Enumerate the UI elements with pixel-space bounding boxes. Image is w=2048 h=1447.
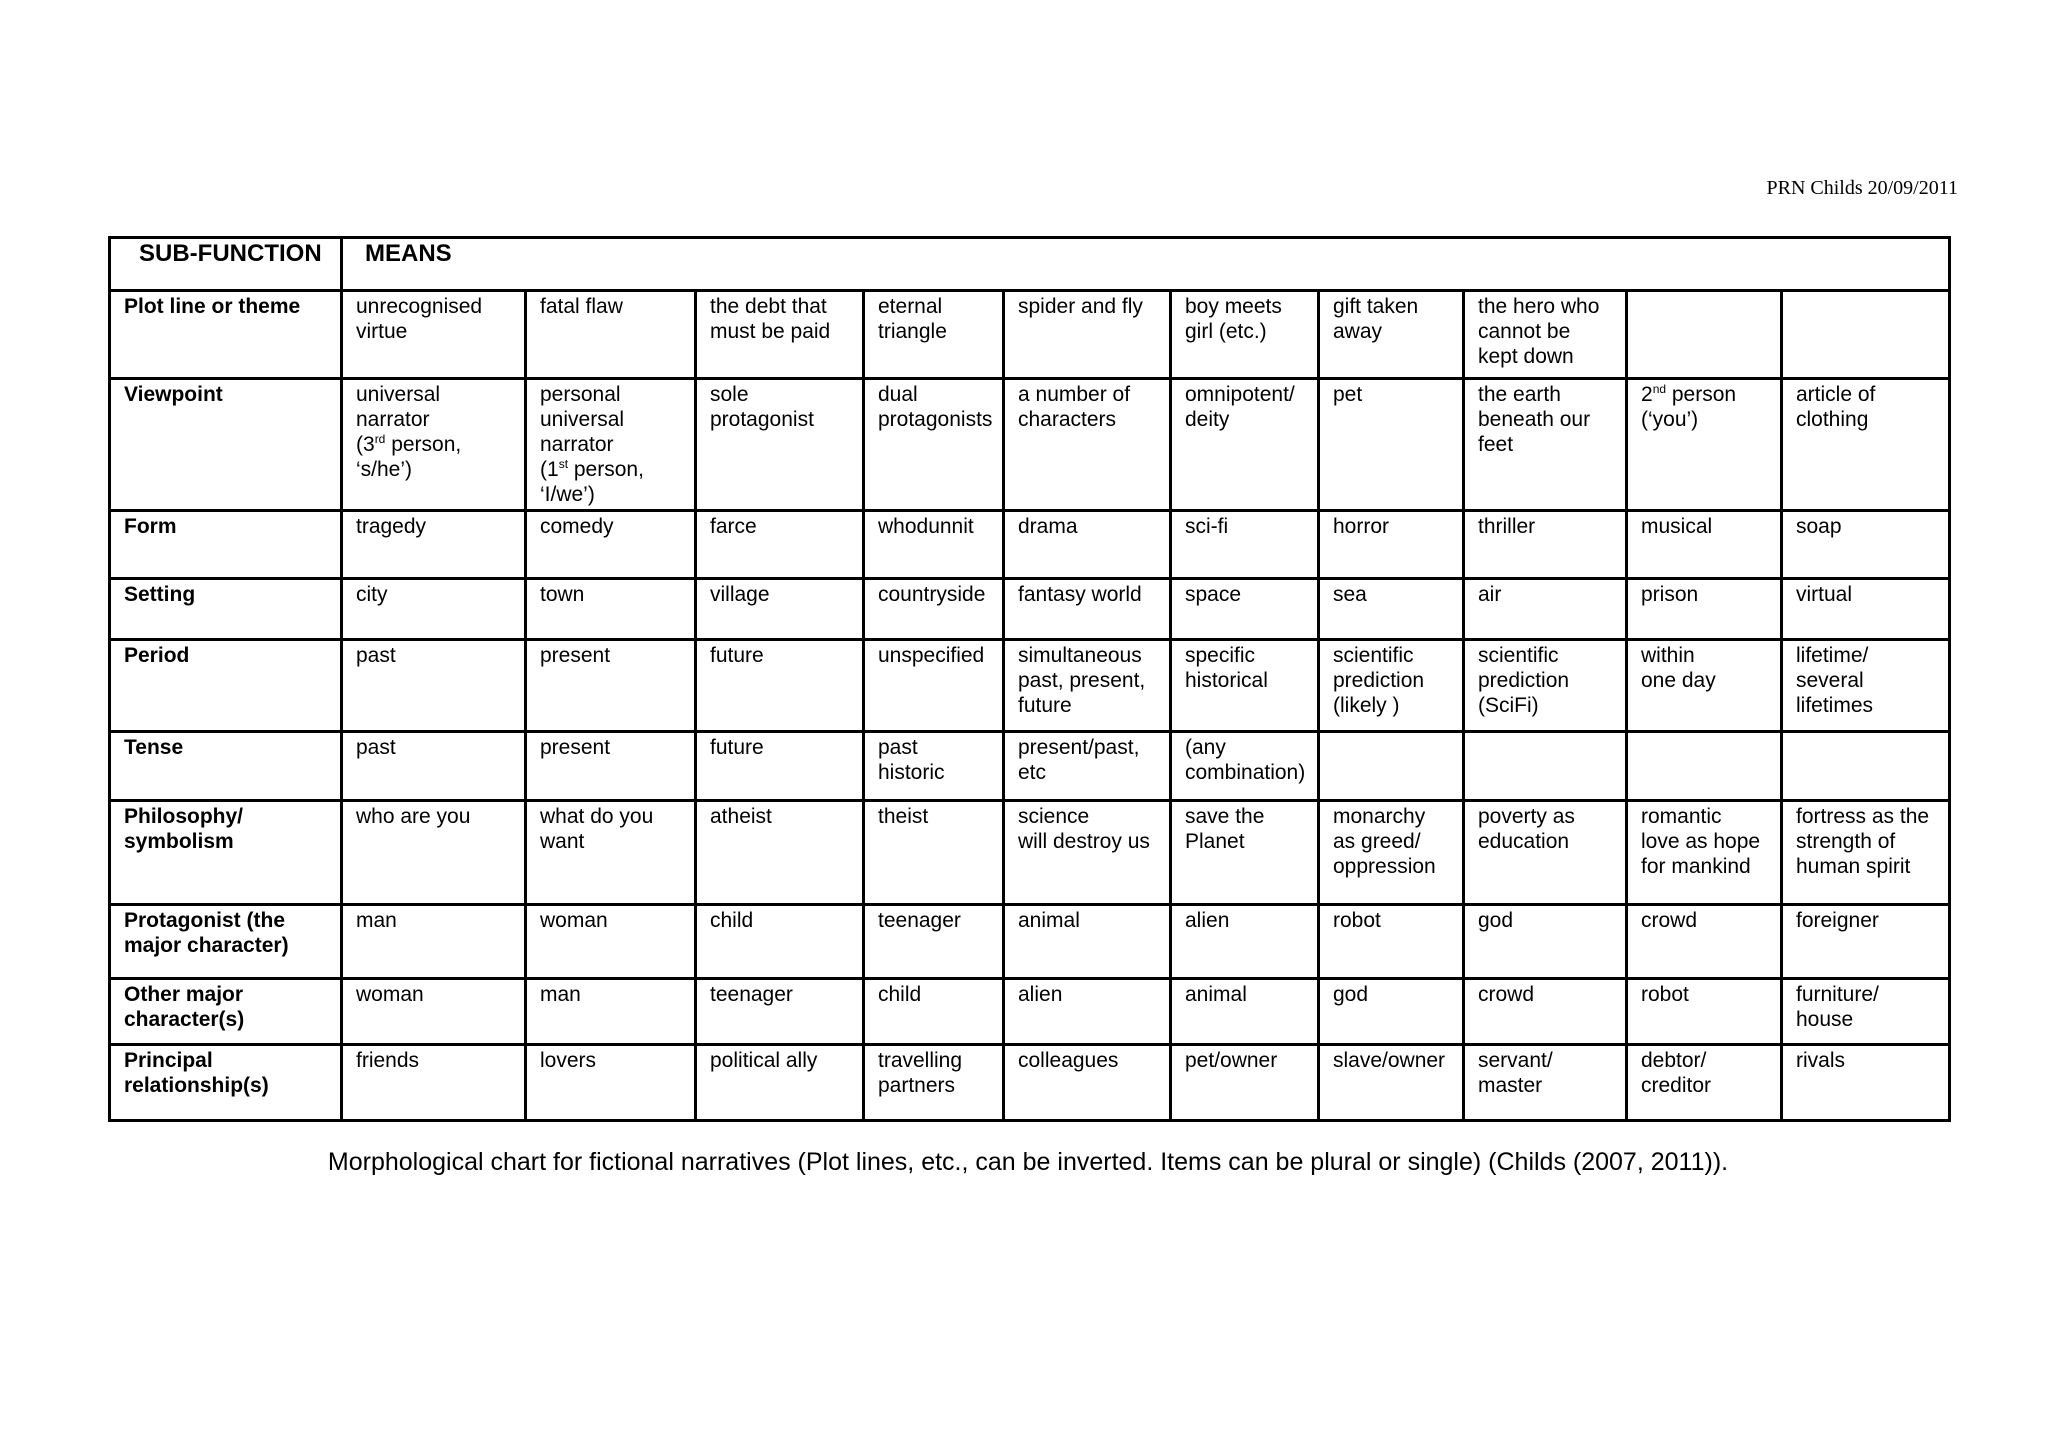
cell-text: farce xyxy=(710,515,757,538)
cell-text-part: universal narrator (3 xyxy=(356,383,441,456)
table-cell xyxy=(1627,379,1782,511)
cell-text: unspecified xyxy=(878,644,985,667)
table-cell xyxy=(864,291,1004,379)
cell-text: rivals xyxy=(1796,1049,1846,1072)
cell-text: child xyxy=(710,909,754,932)
cell-text: crowd xyxy=(1478,983,1535,1006)
cell-text: child xyxy=(878,983,922,1006)
table-cell xyxy=(864,379,1004,511)
table-row xyxy=(110,511,1950,579)
table-cell xyxy=(864,511,1004,579)
table-cell xyxy=(696,732,864,801)
table-cell xyxy=(1319,579,1464,640)
table-cell xyxy=(696,905,864,979)
cell-text: drama xyxy=(1018,515,1078,538)
cell-text: atheist xyxy=(710,805,772,828)
cell-text-part: person, ‘I/we’) xyxy=(540,458,644,506)
cell-text: the debt that must be paid xyxy=(710,295,831,343)
cell-text: past xyxy=(356,644,396,667)
means-header: MEANS xyxy=(342,238,1950,291)
table-cell xyxy=(1464,1045,1627,1121)
table-cell xyxy=(864,732,1004,801)
table-cell xyxy=(1004,379,1171,511)
cell-text: lifetime/ several lifetimes xyxy=(1796,644,1874,717)
table-cell xyxy=(342,905,526,979)
table-cell xyxy=(526,640,696,732)
cell-text: countryside xyxy=(878,583,986,606)
table-cell xyxy=(1627,801,1782,905)
row-label: Philosophy/ symbolism xyxy=(124,805,244,853)
table-cell xyxy=(864,801,1004,905)
cell-text: fantasy world xyxy=(1018,583,1142,606)
cell-text: city xyxy=(356,583,388,606)
cell-text: who are you xyxy=(356,805,471,828)
table-cell xyxy=(1464,979,1627,1045)
table-cell xyxy=(526,1045,696,1121)
table-cell xyxy=(1627,291,1782,379)
table-cell xyxy=(1627,732,1782,801)
table-cell xyxy=(1319,732,1464,801)
table-cell xyxy=(1627,905,1782,979)
cell-text-part: 2 xyxy=(1641,383,1653,406)
ordinal-superscript: rd xyxy=(374,432,386,446)
row-label: Principal relationship(s) xyxy=(124,1049,269,1097)
cell-text: a number of characters xyxy=(1018,383,1131,431)
cell-text: gift taken away xyxy=(1333,295,1419,343)
morphological-chart-table xyxy=(108,236,1951,1122)
table-cell xyxy=(1464,801,1627,905)
table-cell xyxy=(1464,291,1627,379)
cell-text: eternal triangle xyxy=(878,295,947,343)
row-label: Setting xyxy=(124,583,196,606)
table-row xyxy=(110,979,1950,1045)
subfunction-header: SUB-FUNCTION xyxy=(110,238,342,291)
cell-text: air xyxy=(1478,583,1502,606)
table-cell xyxy=(526,579,696,640)
table-row xyxy=(110,905,1950,979)
table-cell xyxy=(1171,579,1319,640)
table-cell xyxy=(696,579,864,640)
cell-text: the earth beneath our feet xyxy=(1478,383,1591,456)
cell-text: spider and fly xyxy=(1018,295,1143,318)
table-cell xyxy=(342,979,526,1045)
row-label-cell xyxy=(110,291,342,379)
cell-text: travelling partners xyxy=(878,1049,963,1097)
cell-text: past xyxy=(356,736,396,759)
table-cell xyxy=(526,979,696,1045)
table-row xyxy=(110,640,1950,732)
cell-text: what do you want xyxy=(540,805,654,853)
table-cell xyxy=(1171,640,1319,732)
table-row xyxy=(110,379,1950,511)
cell-text: science will destroy us xyxy=(1018,805,1150,853)
table-cell xyxy=(1782,905,1950,979)
cell-text: animal xyxy=(1185,983,1247,1006)
cell-text xyxy=(540,382,686,507)
table-cell xyxy=(1319,905,1464,979)
table-cell xyxy=(342,579,526,640)
table-cell xyxy=(1627,1045,1782,1121)
table-cell xyxy=(1782,732,1950,801)
cell-text: past historic xyxy=(878,736,945,784)
table-cell xyxy=(1627,640,1782,732)
cell-text: simultaneous past, present, future xyxy=(1018,644,1146,717)
row-label: Protagonist (the major character) xyxy=(124,909,289,957)
table-cell xyxy=(1464,379,1627,511)
table-cell xyxy=(1004,640,1171,732)
table-cell xyxy=(1464,579,1627,640)
cell-text: man xyxy=(356,909,397,932)
table-cell xyxy=(1627,579,1782,640)
table-cell xyxy=(1782,379,1950,511)
table-cell xyxy=(1319,801,1464,905)
cell-text: within one day xyxy=(1641,644,1716,692)
table-cell xyxy=(696,1045,864,1121)
table-cell xyxy=(864,579,1004,640)
cell-text: colleagues xyxy=(1018,1049,1119,1072)
row-label-cell xyxy=(110,979,342,1045)
cell-text: future xyxy=(710,736,764,759)
table-cell xyxy=(342,291,526,379)
table-cell xyxy=(1171,291,1319,379)
table-cell xyxy=(696,379,864,511)
cell-text: robot xyxy=(1641,983,1689,1006)
row-label-cell xyxy=(110,905,342,979)
cell-text: article of clothing xyxy=(1796,383,1876,431)
cell-text: fortress as the strength of human spirit xyxy=(1796,805,1930,878)
table-cell xyxy=(342,1045,526,1121)
table-cell xyxy=(1464,905,1627,979)
table-cell xyxy=(1171,732,1319,801)
cell-text xyxy=(1641,382,1772,432)
table-cell xyxy=(1782,979,1950,1045)
cell-text: servant/ master xyxy=(1478,1049,1553,1097)
cell-text-part: personal universal narrator (1 xyxy=(540,383,625,481)
table-cell xyxy=(696,291,864,379)
cell-text: prison xyxy=(1641,583,1699,606)
table-cell xyxy=(1782,579,1950,640)
cell-text: poverty as education xyxy=(1478,805,1575,853)
table-cell xyxy=(1782,640,1950,732)
cell-text: woman xyxy=(356,983,424,1006)
cell-text: present xyxy=(540,736,611,759)
cell-text: thriller xyxy=(1478,515,1536,538)
table-cell xyxy=(864,979,1004,1045)
cell-text: god xyxy=(1478,909,1514,932)
cell-text: pet xyxy=(1333,383,1363,406)
cell-text: boy meets girl (etc.) xyxy=(1185,295,1282,343)
cell-text: friends xyxy=(356,1049,420,1072)
cell-text: sci-fi xyxy=(1185,515,1229,538)
table-cell xyxy=(1319,291,1464,379)
row-label: Tense xyxy=(124,736,184,759)
cell-text: pet/owner xyxy=(1185,1049,1278,1072)
row-label: Plot line or theme xyxy=(124,295,301,318)
row-label-cell xyxy=(110,1045,342,1121)
cell-text: furniture/ house xyxy=(1796,983,1879,1031)
row-label: Period xyxy=(124,644,190,667)
table-header-row xyxy=(110,238,1950,291)
row-label-cell xyxy=(110,511,342,579)
cell-text: (any combination) xyxy=(1185,736,1306,784)
row-label-cell xyxy=(110,732,342,801)
cell-text: robot xyxy=(1333,909,1381,932)
cell-text: town xyxy=(540,583,585,606)
table-cell xyxy=(1464,732,1627,801)
table-cell xyxy=(342,511,526,579)
cell-text: horror xyxy=(1333,515,1390,538)
cell-text: debtor/ creditor xyxy=(1641,1049,1712,1097)
cell-text-part: person (‘you’) xyxy=(1641,383,1737,431)
cell-text: foreigner xyxy=(1796,909,1879,932)
table-cell xyxy=(1464,640,1627,732)
cell-text: future xyxy=(710,644,764,667)
cell-text: scientific prediction (likely ) xyxy=(1333,644,1425,717)
table-row xyxy=(110,291,1950,379)
table-cell xyxy=(696,511,864,579)
ordinal-superscript: nd xyxy=(1652,382,1667,396)
table-cell xyxy=(1319,640,1464,732)
cell-text: theist xyxy=(878,805,929,828)
cell-text: alien xyxy=(1185,909,1230,932)
table-cell xyxy=(1171,1045,1319,1121)
table-cell xyxy=(526,379,696,511)
cell-text: sole protagonist xyxy=(710,383,814,431)
cell-text-part: person, ‘s/he’) xyxy=(356,433,462,481)
cell-text: political ally xyxy=(710,1049,818,1072)
table-cell xyxy=(1004,905,1171,979)
cell-text: present xyxy=(540,644,611,667)
row-label-cell xyxy=(110,640,342,732)
cell-text: comedy xyxy=(540,515,614,538)
table-cell xyxy=(1319,1045,1464,1121)
table-cell xyxy=(1004,579,1171,640)
table-cell xyxy=(1782,511,1950,579)
cell-text: romantic love as hope for mankind xyxy=(1641,805,1761,878)
table-row xyxy=(110,1045,1950,1121)
cell-text: save the Planet xyxy=(1185,805,1265,853)
row-label: Viewpoint xyxy=(124,383,223,406)
table-cell xyxy=(526,905,696,979)
cell-text: specific historical xyxy=(1185,644,1268,692)
cell-text: teenager xyxy=(878,909,961,932)
table-cell xyxy=(1171,511,1319,579)
table-cell xyxy=(526,732,696,801)
table-cell xyxy=(1319,979,1464,1045)
cell-text: fatal flaw xyxy=(540,295,623,318)
cell-text: village xyxy=(710,583,770,606)
cell-text: the hero who cannot be kept down xyxy=(1478,295,1600,368)
table-cell xyxy=(696,640,864,732)
cell-text: teenager xyxy=(710,983,793,1006)
table-cell xyxy=(1319,511,1464,579)
table-cell xyxy=(1782,801,1950,905)
cell-text: woman xyxy=(540,909,608,932)
cell-text: animal xyxy=(1018,909,1080,932)
table-cell xyxy=(526,291,696,379)
table-cell xyxy=(1004,1045,1171,1121)
cell-text: space xyxy=(1185,583,1242,606)
table-cell xyxy=(1004,801,1171,905)
table-cell xyxy=(1004,291,1171,379)
table-cell xyxy=(864,1045,1004,1121)
table-cell xyxy=(696,979,864,1045)
table-cell xyxy=(342,379,526,511)
table-cell xyxy=(696,801,864,905)
ordinal-superscript: st xyxy=(558,457,569,471)
row-label: Form xyxy=(124,515,177,538)
table-caption: Morphological chart for fictional narratives (Plot lines, etc., can be inverted. Items can be plural or single) (Childs (2007, 2011)). xyxy=(327,1148,1729,1176)
cell-text: musical xyxy=(1641,515,1713,538)
cell-text: dual protagonists xyxy=(878,383,993,431)
table-cell xyxy=(342,732,526,801)
cell-text: scientific prediction (SciFi) xyxy=(1478,644,1570,717)
cell-text: omnipotent/ deity xyxy=(1185,383,1295,431)
table-cell xyxy=(1171,979,1319,1045)
cell-text: whodunnit xyxy=(878,515,974,538)
cell-text: lovers xyxy=(540,1049,597,1072)
cell-text: god xyxy=(1333,983,1369,1006)
row-label-cell xyxy=(110,801,342,905)
row-label-cell xyxy=(110,379,342,511)
table-cell xyxy=(1171,801,1319,905)
cell-text: present/past, etc xyxy=(1018,736,1140,784)
author-date-header: PRN Childs 20/09/2011 xyxy=(1766,177,1958,199)
row-label: Other major character(s) xyxy=(124,983,245,1031)
table-cell xyxy=(342,640,526,732)
table-cell xyxy=(1171,379,1319,511)
cell-text xyxy=(356,382,516,482)
table-cell xyxy=(1004,511,1171,579)
table-cell xyxy=(1004,732,1171,801)
table-row xyxy=(110,579,1950,640)
table-cell xyxy=(1627,979,1782,1045)
cell-text: tragedy xyxy=(356,515,427,538)
table-row xyxy=(110,801,1950,905)
table-cell xyxy=(864,640,1004,732)
cell-text: crowd xyxy=(1641,909,1698,932)
table-cell xyxy=(526,511,696,579)
cell-text: unrecognised virtue xyxy=(356,295,483,343)
cell-text: monarchy as greed/ oppression xyxy=(1333,805,1436,878)
table-cell xyxy=(1464,511,1627,579)
row-label-cell xyxy=(110,579,342,640)
table-cell xyxy=(864,905,1004,979)
table-cell xyxy=(342,801,526,905)
cell-text: man xyxy=(540,983,581,1006)
table-row xyxy=(110,732,1950,801)
cell-text: virtual xyxy=(1796,583,1853,606)
table-cell xyxy=(1782,1045,1950,1121)
cell-text: sea xyxy=(1333,583,1367,606)
cell-text: alien xyxy=(1018,983,1063,1006)
table-cell xyxy=(1319,379,1464,511)
table-cell xyxy=(1782,291,1950,379)
table-cell xyxy=(526,801,696,905)
cell-text: slave/owner xyxy=(1333,1049,1446,1072)
table-cell xyxy=(1627,511,1782,579)
table-cell xyxy=(1171,905,1319,979)
table-cell xyxy=(1004,979,1171,1045)
cell-text: soap xyxy=(1796,515,1842,538)
